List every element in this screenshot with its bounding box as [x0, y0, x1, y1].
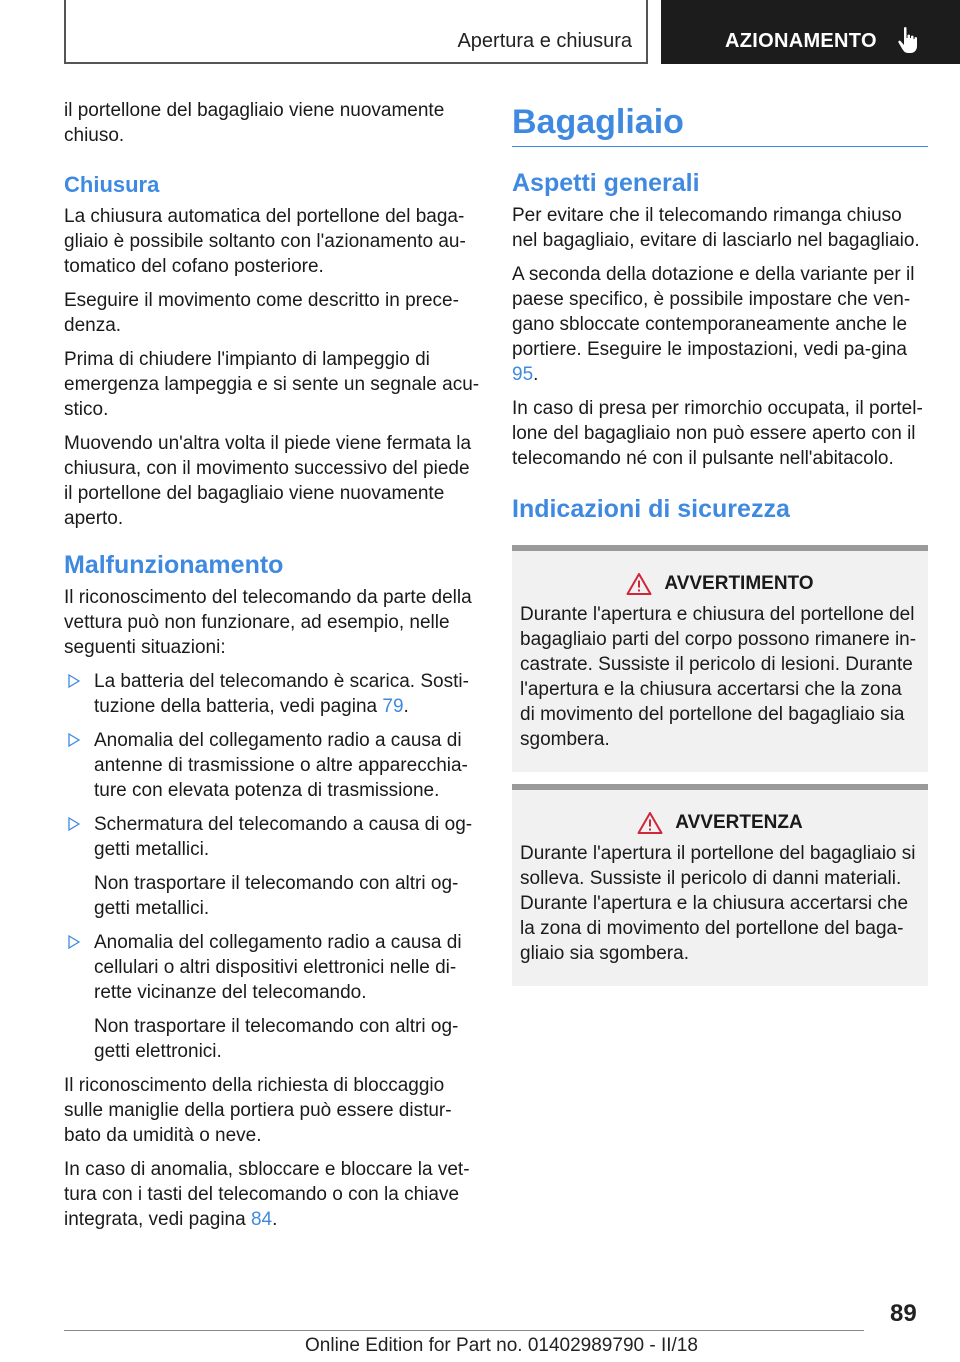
- paragraph: Eseguire il movimento come descritto in prece-denza.: [64, 290, 459, 336]
- triangle-bullet-icon: [68, 733, 80, 747]
- list-item-continuation: Non trasportare il telecomando con altri og-getti metallici.: [94, 873, 459, 919]
- page-link[interactable]: 79: [382, 696, 404, 717]
- right-column: [512, 98, 928, 998]
- warning-title-text: AVVERTIMENTO: [664, 573, 814, 594]
- warning-title: [520, 571, 920, 596]
- paragraph: [512, 262, 928, 387]
- paragraph: Il riconoscimento della richiesta di bloccaggio sulle maniglie della portiera può essere distur-bato da umidità o neve.: [64, 1075, 452, 1146]
- paragraph-text: A seconda della dotazione e della variante per il paese specifico, è possibile impostare che ven-gano sbloccate contemporaneamente anche le portiere. Eseguire le impostazioni, vedi pa-gina: [512, 264, 915, 360]
- paragraph: Prima di chiudere l'impianto di lampeggio di emergenza lampeggia e si sente un segnale acu-stico.: [64, 349, 480, 420]
- chapter-heading-bagagliaio: Bagagliaio: [512, 98, 928, 147]
- paragraph: La chiusura automatica del portellone del baga-gliaio è possibile soltanto con l'azionamento au-tomatico del cofano posteriore.: [64, 206, 466, 277]
- heading-malfunzionamento: Malfunzionamento: [64, 551, 284, 579]
- warning-triangle-icon: [626, 572, 652, 596]
- footer-edition: Online Edition for Part no. 01402989790 - II/18: [305, 1335, 698, 1356]
- triangle-bullet-icon: [68, 935, 80, 949]
- list-item-continuation: Non trasportare il telecomando con altri og-getti elettronici.: [94, 1016, 459, 1062]
- heading-aspetti-generali: Aspetti generali: [512, 169, 700, 197]
- list-item-text: La batteria del telecomando è scarica. Sosti-tuzione della batteria, vedi pagina: [94, 671, 469, 717]
- heading-indicazioni-sicurezza: Indicazioni di sicurezza: [512, 495, 790, 523]
- list-item-text: Anomalia del collegamento radio a causa di cellulari o altri dispositivi elettronici nelle di-rette vicinanze del telecomando.: [94, 932, 462, 1003]
- paragraph: In caso di presa per rimorchio occupata, il portel-lone del bagagliaio non può essere aperto con il telecomando né con il pulsante nell'abitacolo.: [512, 398, 923, 469]
- paragraph: Il riconoscimento del telecomando da parte della vettura può non funzionare, ad esempio, nelle seguenti situazioni:: [64, 587, 472, 658]
- left-column: [64, 98, 480, 1241]
- warning-text: Durante l'apertura e chiusura del portellone del bagagliaio parti del corpo possono rimanere in-castrate. Sussiste il pericolo di lesioni. Durante l'apertura e la chiusura accertarsi che la zona di movimento del portellone del bagagliaio sia sgombera.: [520, 604, 917, 750]
- paragraph: [64, 1157, 480, 1232]
- header-chapter-tab: [661, 0, 960, 64]
- intro-paragraph: il portellone del bagagliaio viene nuovamente chiuso.: [64, 100, 445, 146]
- triangle-bullet-icon: [68, 674, 80, 688]
- list-item: [64, 812, 480, 862]
- bullet-list: [64, 669, 480, 862]
- punctuation: .: [403, 696, 409, 717]
- punctuation: .: [533, 364, 539, 385]
- list-item: [64, 930, 480, 1005]
- warning-box: [512, 545, 928, 772]
- caution-text: Durante l'apertura il portellone del bagagliaio si solleva. Sussiste il pericolo di danni materiali. Durante l'apertura e la chiusura accertarsi che la zona di movimento del portellone del baga-gliaio sia sgombera.: [520, 843, 916, 964]
- list-item: [64, 728, 480, 803]
- caution-title-text: AVVERTENZA: [675, 812, 803, 833]
- heading-chiusura: Chiusura: [64, 172, 160, 197]
- paragraph: Per evitare che il telecomando rimanga chiuso nel bagagliaio, evitare di lasciarlo nel bagagliaio.: [512, 205, 920, 251]
- page-number: 89: [890, 1300, 917, 1327]
- header-section-title: Apertura e chiusura: [457, 30, 632, 52]
- caution-title: [520, 810, 920, 835]
- list-item-text: Schermatura del telecomando a causa di og-getti metallici.: [94, 814, 473, 860]
- page-link[interactable]: 95: [512, 364, 534, 385]
- warning-triangle-icon: [637, 811, 663, 835]
- pointing-hand-icon: [897, 26, 921, 54]
- paragraph: Muovendo un'altra volta il piede viene fermata la chiusura, con il movimento successivo del piede il portellone del bagagliaio viene nuovamente aperto.: [64, 433, 472, 529]
- paragraph-text: In caso di anomalia, sbloccare e bloccare la vet-tura con i tasti del telecomando o con la chiave integrata, vedi pagina: [64, 1159, 470, 1230]
- bullet-list: [64, 930, 480, 1005]
- caution-box: [512, 784, 928, 986]
- punctuation: .: [272, 1209, 278, 1230]
- footer-divider: [64, 1330, 864, 1331]
- header-chapter-title: AZIONAMENTO: [725, 30, 877, 52]
- list-item-text: Anomalia del collegamento radio a causa di antenne di trasmissione o altre apparecchia-ture con elevata potenza di trasmissione.: [94, 730, 468, 801]
- header-section-box: [64, 0, 648, 64]
- list-item: [64, 669, 480, 719]
- triangle-bullet-icon: [68, 817, 80, 831]
- page-link[interactable]: 84: [250, 1209, 273, 1230]
